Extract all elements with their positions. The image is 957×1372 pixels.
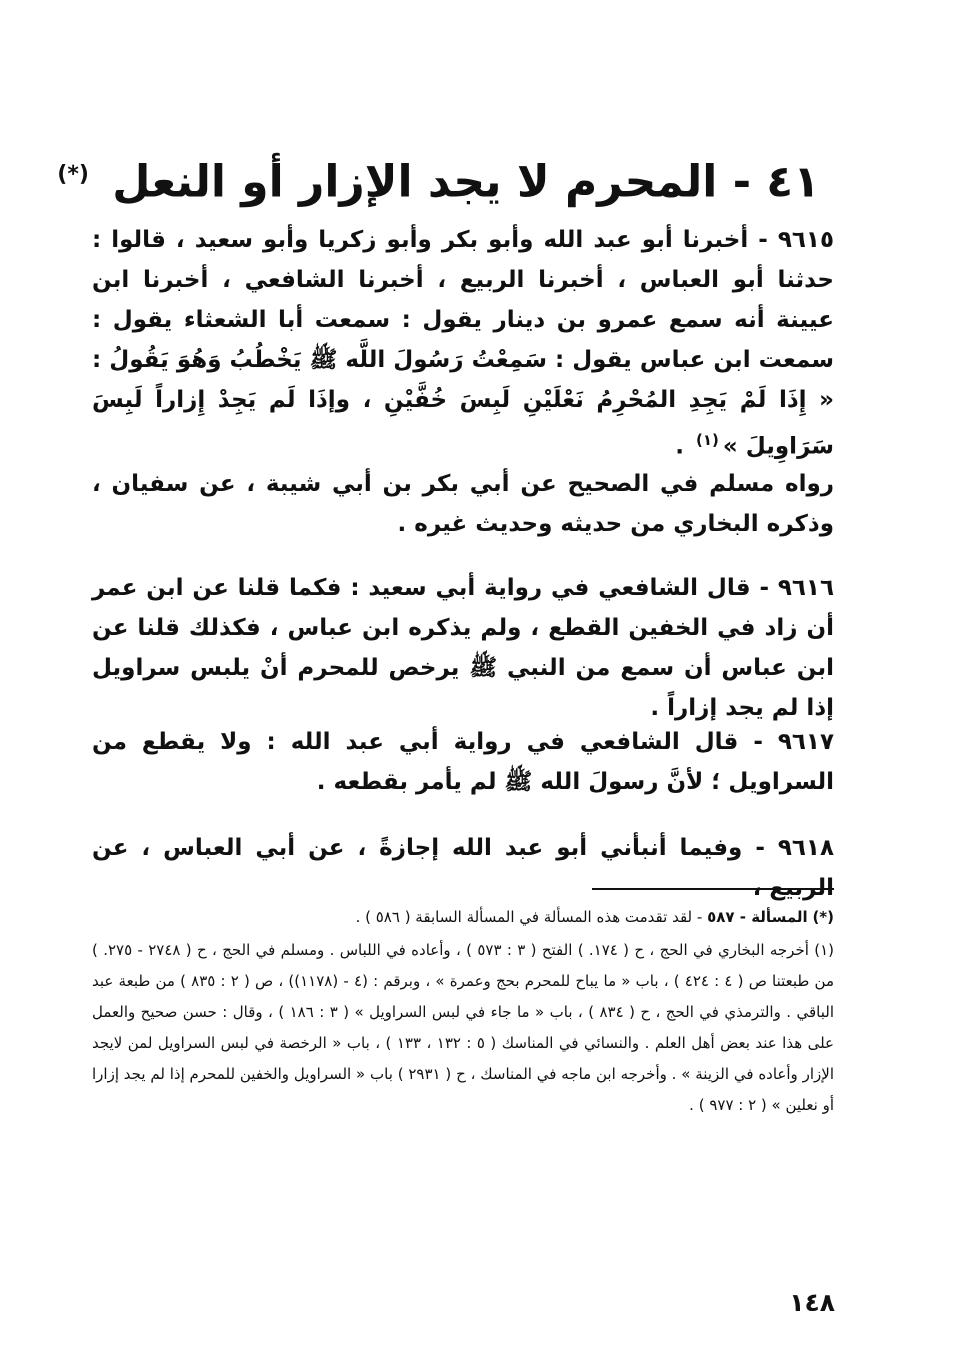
- footnote-star-text: - لقد تقدمت هذه المسألة في المسألة السابقة ( ٥٨٦ ) .: [355, 908, 708, 926]
- hadith-9616-text: ٩٦١٦ - قال الشافعي في رواية أبي سعيد : فكما قلنا عن ابن عمر أن زاد في الخفين القطع ، ولم يذكره ابن عباس ، فكذلك قلنا عن ابن عباس أن سمع من النبي ﷺ يرخص للمحرم أنْ يلبس سراويل إذا لم يجد إزاراً .: [92, 575, 834, 721]
- footnote-separator: [592, 888, 834, 890]
- narration-note: [92, 464, 834, 544]
- footnote-1: (١) أخرجه البخاري في الحج ، ح ( ١٧٤. ) الفتح ( ٣ : ٥٧٣ ) ، وأعاده في اللباس . ومسلم في الحج ، ح ( ٢٧٤٨ - ٢٧٥. ) من طبعتنا ص ( ٤ : ٤٢٤ ) ، باب « ما يباح للمحرم بحج وعمرة » ، وبرقم : (٤ - (١١٧٨)) ، ص ( ٢ : ٨٣٥ ) من طبعة عبد الباقي . والترمذي في الحج ، ح ( ٨٣٤ ) ، باب « ما جاء في لبس السراويل » ( ٣ : ١٨٦ ) ، وقال : حسن صحيح والعمل على هذا عند بعض أهل العلم . والنسائي في المناسك ( ٥ : ١٣٢ ، ١٣٣ ) ، باب « الرخصة في لبس السراويل لمن لايجد الإزار وأعاده في الزينة » . وأخرجه ابن ماجه في المناسك ، ح ( ٢٩٣١ ) باب « السراويل والخفين للمحرم إذا لم يجد إزارا أو نعلين » ( ٢ : ٩٧٧ ) .: [92, 941, 835, 1114]
- hadith-9615-tail: .: [675, 433, 692, 460]
- hadith-9615-text: ٩٦١٥ - أخبرنا أبو عبد الله وأبو بكر وأبو زكريا وأبو سعيد ، قالوا : حدثنا أبو العباس ، أخبرنا الربيع ، أخبرنا الشافعي ، أخبرنا ابن عيينة أنه سمع عمرو بن دينار يقول : سمعت أبا الشعثاء يقول : سمعت ابن عباس يقول : سَمِعْتُ رَسُولَ اللَّه ﷺ يَخْطُبُ وَهُوَ يَقُولُ : « إِذَا لَمْ يَجِدِ المُحْرِمُ نَعْلَيْنِ لَبِسَ خُفَّيْنِ ، وإذَا لَم يَجِدْ إِزاراً لَبِسَ سَرَاوِيلَ »: [92, 227, 834, 460]
- narration-note-text: رواه مسلم في الصحيح عن أبي بكر بن أبي شيبة ، عن سفيان ، وذكره البخاري من حديثه وحديث غيره .: [92, 471, 834, 537]
- footnote-star-marker: (*): [812, 908, 834, 926]
- hadith-9617-text: ٩٦١٧ - قال الشافعي في رواية أبي عبد الله : ولا يقطع من السراويل ؛ لأنَّ رسولَ الله ﷺ لم يأمر بقطعه .: [92, 729, 834, 795]
- footnote-reference-1: (١): [695, 431, 719, 449]
- hadith-9617: [92, 722, 834, 802]
- page-number: ١٤٨: [789, 1288, 835, 1317]
- footnote-star-label: المسألة - ٥٨٧: [707, 908, 808, 926]
- hadith-9615: [92, 220, 834, 467]
- chapter-title-text: ٤١ - المحرم لا يجد الإزار أو النعل: [112, 156, 820, 208]
- chapter-title-footnote-marker: (*): [57, 162, 89, 187]
- chapter-title: [57, 140, 820, 218]
- footnotes: [92, 902, 834, 1121]
- hadith-9618: [92, 828, 834, 908]
- footnote-star: [92, 902, 834, 933]
- hadith-9616: [92, 568, 834, 728]
- hadith-9618-text: ٩٦١٨ - وفيما أنبأني أبو عبد الله إجازةً ، عن أبي العباس ، عن الربيع ،: [92, 835, 834, 901]
